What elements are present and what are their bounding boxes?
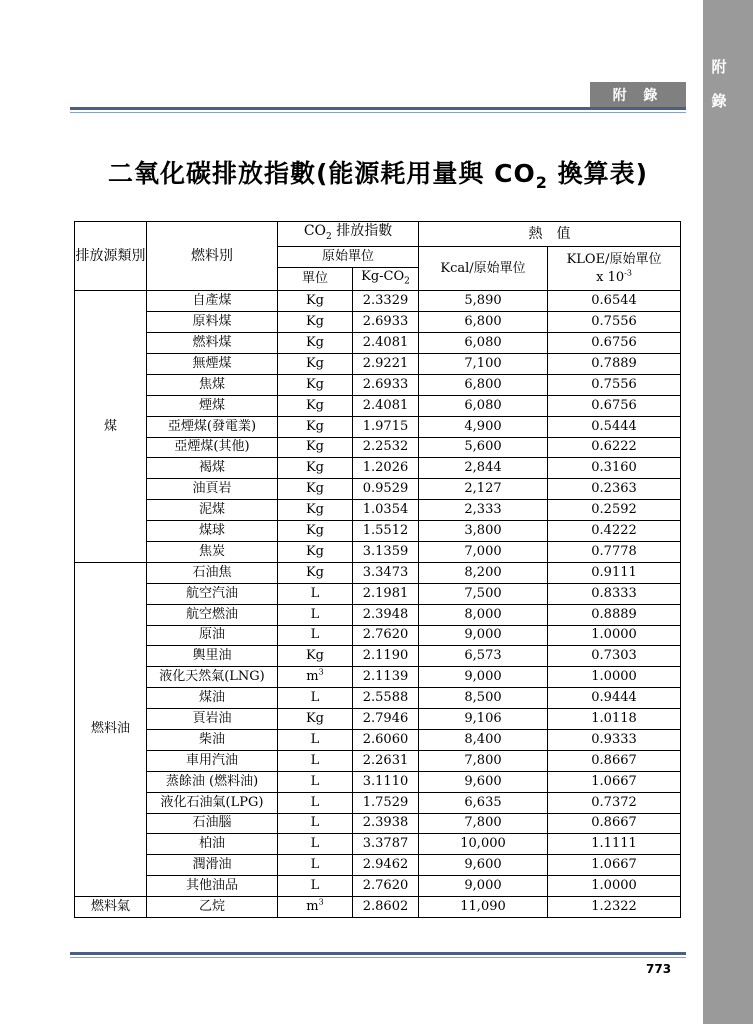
kloe-cell: 0.7556 bbox=[548, 374, 681, 395]
table-row bbox=[75, 897, 681, 918]
fuel-cell: 輿里油 bbox=[147, 646, 278, 667]
unit-cell: Kg bbox=[278, 500, 353, 521]
unit-cell: Kg bbox=[278, 709, 353, 730]
kcal-cell: 6,635 bbox=[419, 792, 548, 813]
co2-cell: 2.6933 bbox=[353, 312, 419, 333]
header-original-unit: 原始單位 bbox=[278, 246, 419, 267]
kloe-cell: 0.7889 bbox=[548, 353, 681, 374]
table-row bbox=[75, 353, 681, 374]
kcal-cell: 7,800 bbox=[419, 813, 548, 834]
title-tail: 換算表) bbox=[547, 159, 648, 188]
unit-cell: Kg bbox=[278, 333, 353, 354]
unit-cell: Kg bbox=[278, 458, 353, 479]
header-fuel: 燃料別 bbox=[147, 222, 278, 291]
unit-cell: Kg bbox=[278, 353, 353, 374]
unit-cell: Kg bbox=[278, 416, 353, 437]
kcal-cell: 6,080 bbox=[419, 395, 548, 416]
fuel-cell: 航空燃油 bbox=[147, 604, 278, 625]
table-row bbox=[75, 333, 681, 354]
co2-cell: 2.2532 bbox=[353, 437, 419, 458]
co2-cell: 2.1139 bbox=[353, 667, 419, 688]
co2-cell: 2.1190 bbox=[353, 646, 419, 667]
kcal-cell: 8,000 bbox=[419, 604, 548, 625]
kcal-cell: 8,400 bbox=[419, 729, 548, 750]
unit-cell: L bbox=[278, 625, 353, 646]
kloe-cell: 1.1111 bbox=[548, 834, 681, 855]
table-row bbox=[75, 416, 681, 437]
category-cell: 燃料油 bbox=[75, 562, 147, 896]
header-rule-thin bbox=[70, 112, 686, 113]
kloe-cell: 1.0118 bbox=[548, 709, 681, 730]
fuel-cell: 泥煤 bbox=[147, 500, 278, 521]
table-row bbox=[75, 521, 681, 542]
table-row bbox=[75, 834, 681, 855]
co2-cell: 2.2631 bbox=[353, 750, 419, 771]
kloe-cell: 0.6756 bbox=[548, 395, 681, 416]
kcal-cell: 6,800 bbox=[419, 374, 548, 395]
kloe-cell: 0.7372 bbox=[548, 792, 681, 813]
co2-cell: 2.8602 bbox=[353, 897, 419, 918]
kcal-cell: 6,573 bbox=[419, 646, 548, 667]
table-row bbox=[75, 729, 681, 750]
kcal-cell: 5,890 bbox=[419, 291, 548, 312]
kcal-cell: 9,000 bbox=[419, 667, 548, 688]
kcal-cell: 6,080 bbox=[419, 333, 548, 354]
fuel-cell: 液化天然氣(LNG) bbox=[147, 667, 278, 688]
kcal-cell: 8,500 bbox=[419, 688, 548, 709]
table-body bbox=[75, 291, 681, 918]
fuel-cell: 無煙煤 bbox=[147, 353, 278, 374]
table-row bbox=[75, 667, 681, 688]
table-row bbox=[75, 583, 681, 604]
kloe-cell: 0.3160 bbox=[548, 458, 681, 479]
co2-cell: 1.2026 bbox=[353, 458, 419, 479]
kloe-cell: 1.0000 bbox=[548, 625, 681, 646]
header-unit: 單位 bbox=[278, 267, 353, 291]
fuel-cell: 柴油 bbox=[147, 729, 278, 750]
unit-cell: Kg bbox=[278, 646, 353, 667]
header-co2-index: $CO_2$ 排放指數 bbox=[278, 222, 419, 247]
category-cell: 燃料氣 bbox=[75, 897, 147, 918]
kcal-cell: 7,500 bbox=[419, 583, 548, 604]
fuel-cell: 頁岩油 bbox=[147, 709, 278, 730]
kcal-cell: 3,800 bbox=[419, 521, 548, 542]
side-tab-bar bbox=[703, 0, 753, 1024]
co2-cell: 2.7946 bbox=[353, 709, 419, 730]
co2-cell: 0.9529 bbox=[353, 479, 419, 500]
table-row bbox=[75, 437, 681, 458]
table-row bbox=[75, 709, 681, 730]
co2-cell: 1.7529 bbox=[353, 792, 419, 813]
unit-cell: L bbox=[278, 729, 353, 750]
header-category: 排放源類別 bbox=[75, 222, 147, 291]
fuel-cell: 油頁岩 bbox=[147, 479, 278, 500]
co2-cell: 2.7620 bbox=[353, 625, 419, 646]
kcal-cell: 2,333 bbox=[419, 500, 548, 521]
unit-cell: Kg bbox=[278, 374, 353, 395]
kloe-cell: 1.0000 bbox=[548, 667, 681, 688]
unit-cell: Kg bbox=[278, 437, 353, 458]
fuel-cell: 亞煙煤(發電業) bbox=[147, 416, 278, 437]
fuel-cell: 煙煤 bbox=[147, 395, 278, 416]
table-row bbox=[75, 813, 681, 834]
unit-cell: L bbox=[278, 771, 353, 792]
side-tab-char-2: 錄 bbox=[711, 92, 727, 110]
unit-cell: Kg bbox=[278, 562, 353, 583]
fuel-cell: 潤滑油 bbox=[147, 855, 278, 876]
table-row bbox=[75, 646, 681, 667]
co2-cell: 3.1110 bbox=[353, 771, 419, 792]
fuel-cell: 亞煙煤(其他) bbox=[147, 437, 278, 458]
kloe-cell: 0.2363 bbox=[548, 479, 681, 500]
kloe-cell: 0.9111 bbox=[548, 562, 681, 583]
kcal-cell: 2,127 bbox=[419, 479, 548, 500]
fuel-cell: 煤油 bbox=[147, 688, 278, 709]
side-tab-char-1: 附 bbox=[711, 58, 727, 76]
kcal-cell: 9,000 bbox=[419, 625, 548, 646]
fuel-cell: 焦炭 bbox=[147, 541, 278, 562]
section-tab: 附 錄 bbox=[590, 82, 686, 110]
kloe-cell: 0.6222 bbox=[548, 437, 681, 458]
fuel-cell: 柏油 bbox=[147, 834, 278, 855]
unit-cell: L bbox=[278, 813, 353, 834]
co2-cell: 1.5512 bbox=[353, 521, 419, 542]
table-row bbox=[75, 395, 681, 416]
co2-cell: 2.9462 bbox=[353, 855, 419, 876]
kloe-cell: 0.7778 bbox=[548, 541, 681, 562]
footer-rule bbox=[70, 952, 686, 955]
co2-cell: 1.9715 bbox=[353, 416, 419, 437]
fuel-cell: 自產煤 bbox=[147, 291, 278, 312]
kloe-cell: 0.6544 bbox=[548, 291, 681, 312]
kloe-cell: 0.4222 bbox=[548, 521, 681, 542]
kcal-cell: 5,600 bbox=[419, 437, 548, 458]
fuel-cell: 蒸餘油 (燃料油) bbox=[147, 771, 278, 792]
co2-emission-table bbox=[74, 221, 681, 918]
kcal-cell: 7,100 bbox=[419, 353, 548, 374]
table-row bbox=[75, 500, 681, 521]
kloe-cell: 0.7556 bbox=[548, 312, 681, 333]
fuel-cell: 乙烷 bbox=[147, 897, 278, 918]
table-row bbox=[75, 458, 681, 479]
fuel-cell: 焦煤 bbox=[147, 374, 278, 395]
unit-cell: $m^3$ bbox=[278, 667, 353, 688]
kcal-cell: 7,000 bbox=[419, 541, 548, 562]
fuel-cell: 石油腦 bbox=[147, 813, 278, 834]
co2-cell: 2.5588 bbox=[353, 688, 419, 709]
table-row bbox=[75, 312, 681, 333]
table-row bbox=[75, 688, 681, 709]
table-row bbox=[75, 479, 681, 500]
kcal-cell: 9,600 bbox=[419, 855, 548, 876]
unit-cell: L bbox=[278, 604, 353, 625]
kloe-cell: 0.8667 bbox=[548, 750, 681, 771]
table-row bbox=[75, 792, 681, 813]
table-row bbox=[75, 750, 681, 771]
table-row bbox=[75, 604, 681, 625]
table-row bbox=[75, 562, 681, 583]
header-kloe: KLOE/原始單位 x $10^{-3}$ bbox=[548, 246, 681, 290]
unit-cell: Kg bbox=[278, 541, 353, 562]
unit-cell: $m^3$ bbox=[278, 897, 353, 918]
table-row bbox=[75, 855, 681, 876]
table-row bbox=[75, 374, 681, 395]
kcal-cell: 6,800 bbox=[419, 312, 548, 333]
kcal-cell: 9,600 bbox=[419, 771, 548, 792]
fuel-cell: 燃料煤 bbox=[147, 333, 278, 354]
co2-cell: 3.3787 bbox=[353, 834, 419, 855]
kcal-cell: 4,900 bbox=[419, 416, 548, 437]
kloe-cell: 0.8667 bbox=[548, 813, 681, 834]
kcal-cell: 9,000 bbox=[419, 876, 548, 897]
unit-cell: L bbox=[278, 583, 353, 604]
unit-cell: L bbox=[278, 855, 353, 876]
co2-cell: 2.7620 bbox=[353, 876, 419, 897]
title-subscript: 2 bbox=[535, 173, 548, 192]
fuel-cell: 液化石油氣(LPG) bbox=[147, 792, 278, 813]
header-kg-co2: $Kg-CO_2$ bbox=[353, 267, 419, 291]
table-row bbox=[75, 291, 681, 312]
page-title bbox=[70, 154, 686, 192]
kloe-cell: 0.9333 bbox=[548, 729, 681, 750]
category-cell: 煤 bbox=[75, 291, 147, 563]
fuel-cell: 褐煤 bbox=[147, 458, 278, 479]
co2-cell: 2.3948 bbox=[353, 604, 419, 625]
unit-cell: Kg bbox=[278, 395, 353, 416]
header-kcal: Kcal/原始單位 bbox=[419, 246, 548, 290]
co2-cell: 2.9221 bbox=[353, 353, 419, 374]
fuel-cell: 原油 bbox=[147, 625, 278, 646]
kcal-cell: 11,090 bbox=[419, 897, 548, 918]
kloe-cell: 1.2322 bbox=[548, 897, 681, 918]
header-rule bbox=[70, 107, 686, 110]
fuel-cell: 煤球 bbox=[147, 521, 278, 542]
table-row bbox=[75, 771, 681, 792]
fuel-cell: 其他油品 bbox=[147, 876, 278, 897]
co2-cell: 2.1981 bbox=[353, 583, 419, 604]
co2-cell: 2.4081 bbox=[353, 395, 419, 416]
header-heat-value: 熱 值 bbox=[419, 222, 681, 247]
kcal-cell: 10,000 bbox=[419, 834, 548, 855]
co2-cell: 3.1359 bbox=[353, 541, 419, 562]
kcal-cell: 7,800 bbox=[419, 750, 548, 771]
co2-cell: 2.6060 bbox=[353, 729, 419, 750]
unit-cell: Kg bbox=[278, 312, 353, 333]
page-number: 773 bbox=[646, 962, 672, 976]
kloe-cell: 0.9444 bbox=[548, 688, 681, 709]
table-row bbox=[75, 625, 681, 646]
fuel-cell: 航空汽油 bbox=[147, 583, 278, 604]
kloe-cell: 0.8889 bbox=[548, 604, 681, 625]
kloe-cell: 0.5444 bbox=[548, 416, 681, 437]
co2-cell: 2.3329 bbox=[353, 291, 419, 312]
kloe-cell: 1.0000 bbox=[548, 876, 681, 897]
fuel-cell: 原料煤 bbox=[147, 312, 278, 333]
co2-cell: 1.0354 bbox=[353, 500, 419, 521]
kloe-cell: 0.7303 bbox=[548, 646, 681, 667]
kcal-cell: 8,200 bbox=[419, 562, 548, 583]
unit-cell: L bbox=[278, 688, 353, 709]
co2-cell: 3.3473 bbox=[353, 562, 419, 583]
table-row bbox=[75, 876, 681, 897]
unit-cell: Kg bbox=[278, 479, 353, 500]
kloe-cell: 0.6756 bbox=[548, 333, 681, 354]
fuel-cell: 石油焦 bbox=[147, 562, 278, 583]
kcal-cell: 9,106 bbox=[419, 709, 548, 730]
kloe-cell: 0.8333 bbox=[548, 583, 681, 604]
kloe-cell: 1.0667 bbox=[548, 771, 681, 792]
unit-cell: L bbox=[278, 876, 353, 897]
footer-rule-thin bbox=[70, 957, 686, 958]
co2-cell: 2.4081 bbox=[353, 333, 419, 354]
unit-cell: Kg bbox=[278, 521, 353, 542]
unit-cell: Kg bbox=[278, 291, 353, 312]
unit-cell: L bbox=[278, 834, 353, 855]
unit-cell: L bbox=[278, 792, 353, 813]
unit-cell: L bbox=[278, 750, 353, 771]
title-main: 二氧化碳排放指數(能源耗用量與 CO bbox=[107, 159, 536, 188]
table-row bbox=[75, 541, 681, 562]
co2-cell: 2.6933 bbox=[353, 374, 419, 395]
kloe-cell: 0.2592 bbox=[548, 500, 681, 521]
co2-cell: 2.3938 bbox=[353, 813, 419, 834]
kloe-cell: 1.0667 bbox=[548, 855, 681, 876]
kcal-cell: 2,844 bbox=[419, 458, 548, 479]
fuel-cell: 車用汽油 bbox=[147, 750, 278, 771]
